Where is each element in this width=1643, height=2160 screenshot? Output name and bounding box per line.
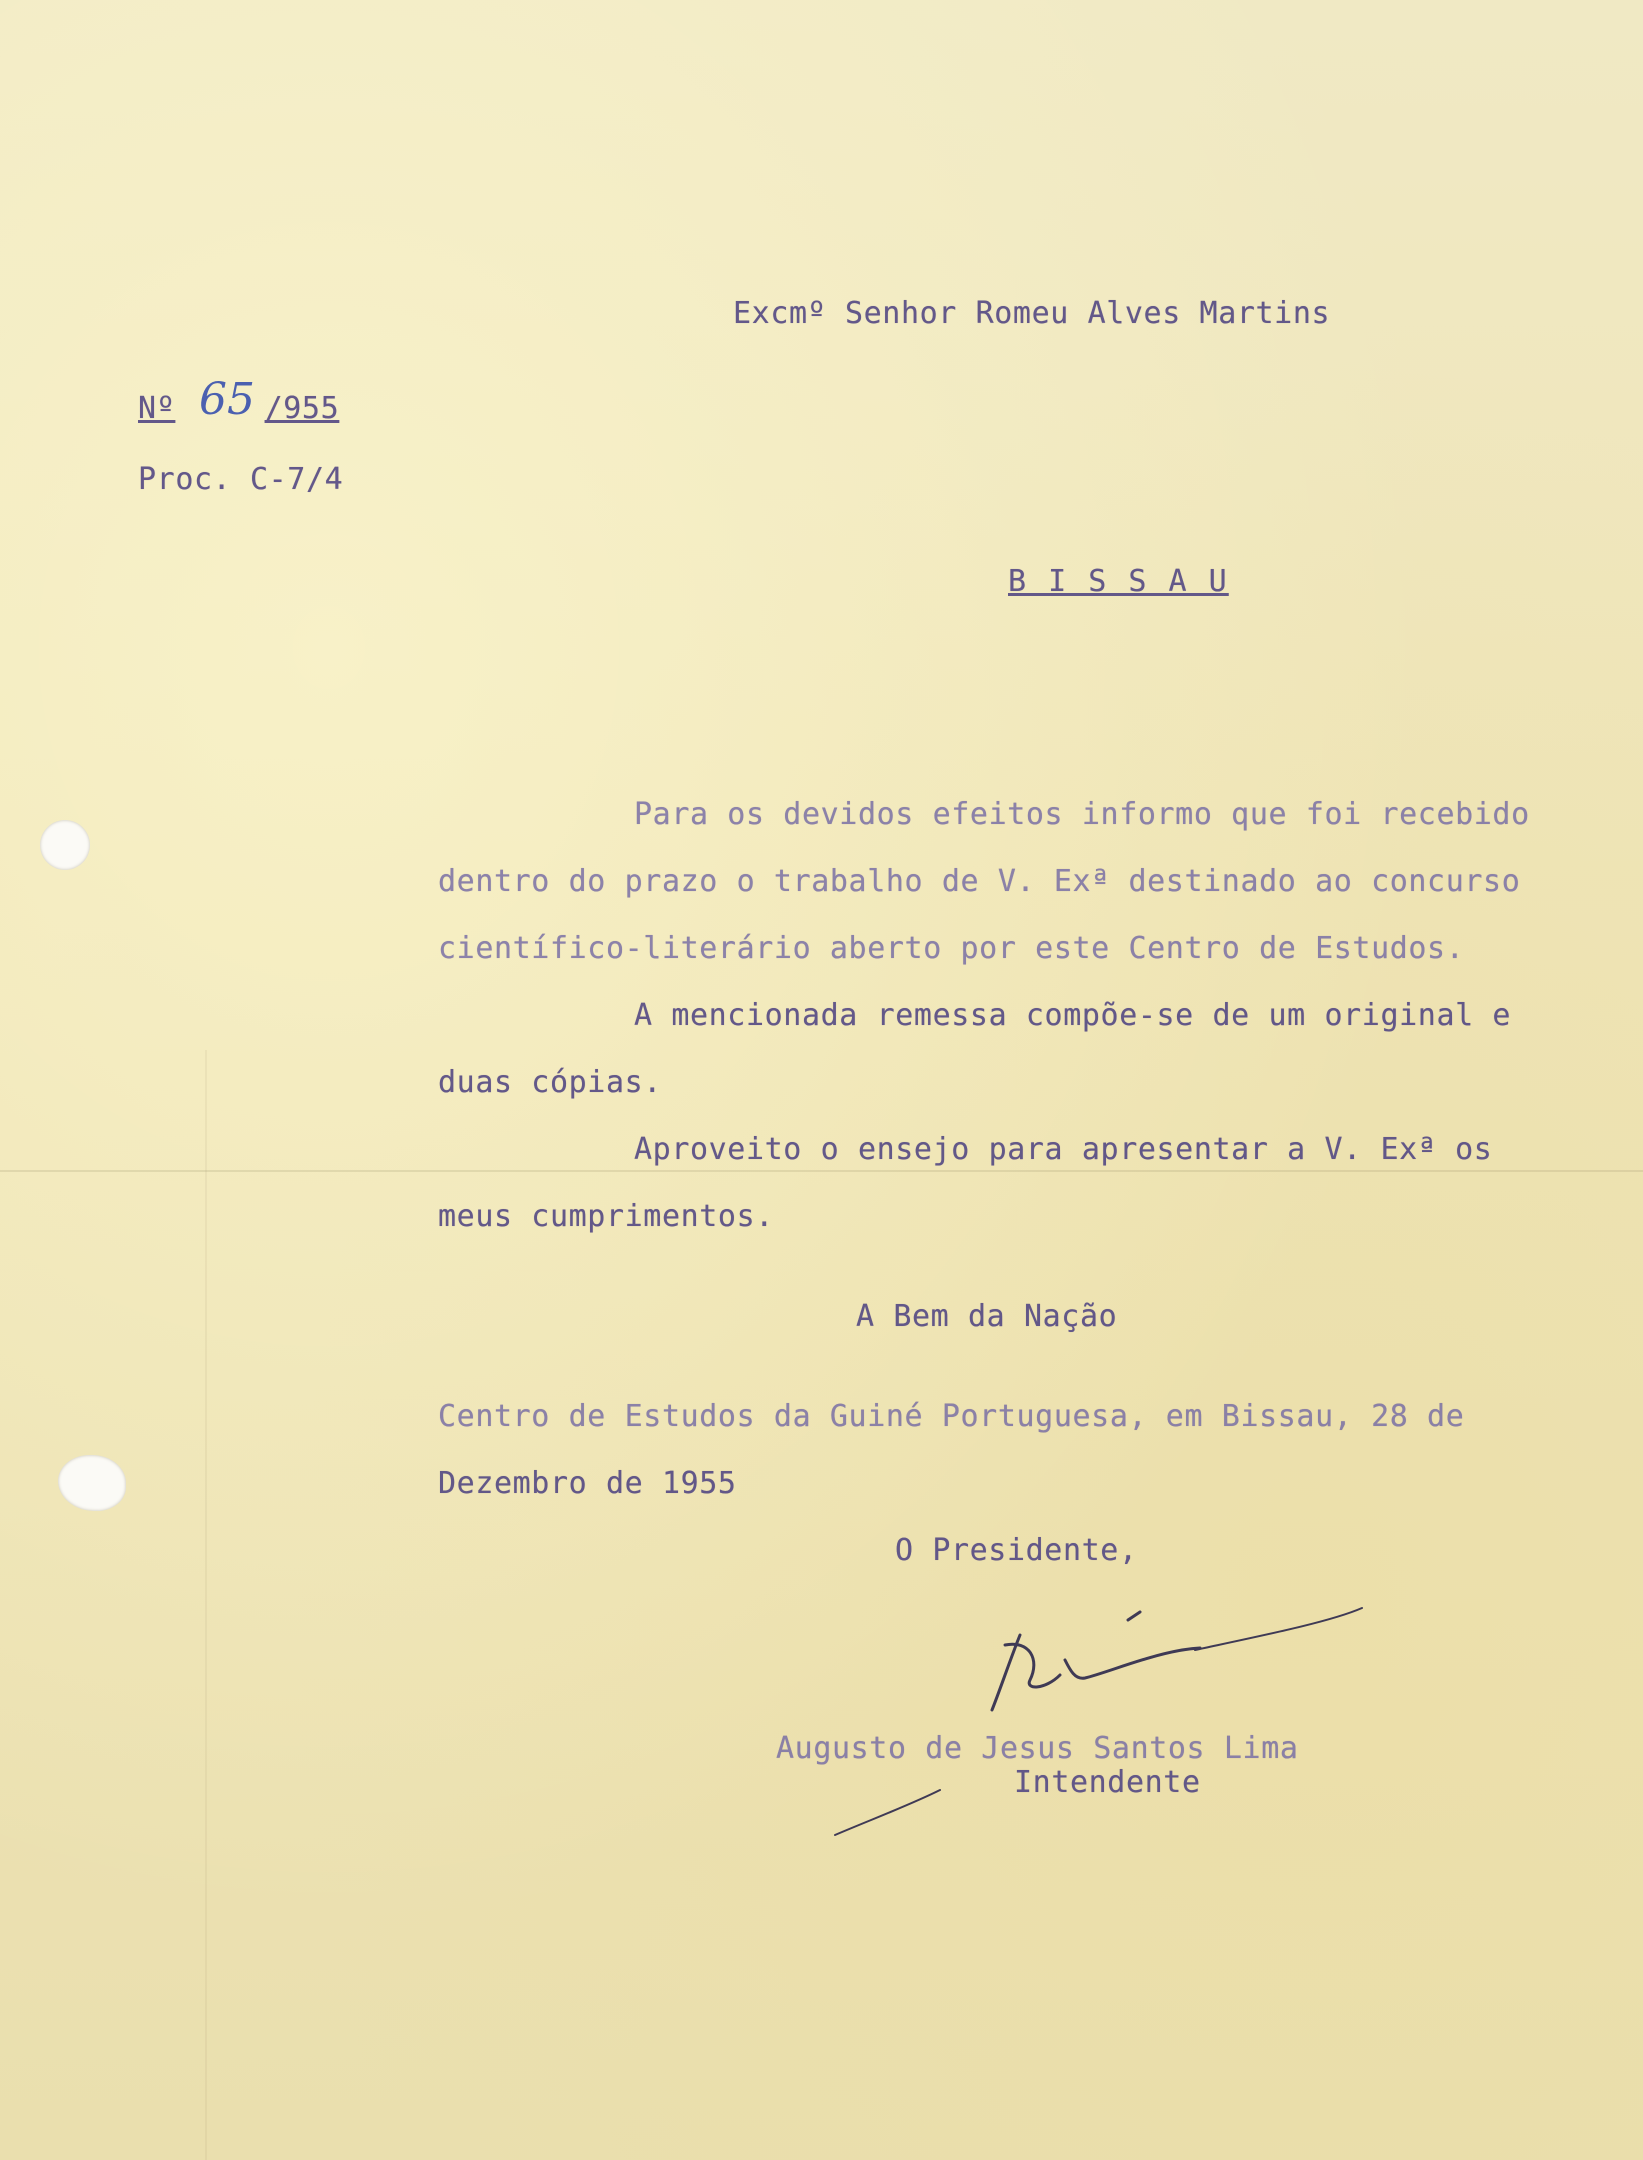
closing-title: O Presidente,	[895, 1533, 1138, 1568]
body-line-5: duas cópias.	[438, 1065, 662, 1100]
body-line-2: dentro do prazo o trabalho de V. Exª destinado ao concurso	[438, 864, 1521, 899]
salutation: A Bem da Nação	[856, 1299, 1118, 1334]
body-line-3: científico-literário aberto por este Centro de Estudos.	[438, 931, 1465, 966]
number-year: /955	[264, 391, 340, 426]
destination-city: B I S S A U	[1008, 564, 1229, 599]
process-reference: Proc. C-7/4	[138, 462, 344, 497]
addressee-line: Excmº Senhor Romeu Alves Martins	[733, 296, 1331, 331]
place-date-line-1: Centro de Estudos da Guiné Portuguesa, em Bissau, 28 de	[438, 1399, 1465, 1434]
number-prefix: Nº	[138, 391, 176, 426]
signatory-role: Intendente	[1014, 1765, 1201, 1800]
signature-underline	[835, 1790, 940, 1835]
handwritten-number: 65	[198, 374, 255, 425]
signature-stroke-tail	[1195, 1608, 1362, 1650]
body-line-4: A mencionada remessa compõe-se de um original e	[634, 998, 1512, 1033]
signature-accent	[1128, 1612, 1140, 1620]
signature-stroke-main	[992, 1635, 1200, 1710]
place-date-line-2: Dezembro de 1955	[438, 1466, 737, 1501]
body-line-6: Aproveito o ensejo para apresentar a V. Exª os	[634, 1132, 1493, 1167]
body-line-7: meus cumprimentos.	[438, 1199, 774, 1234]
signatory-name: Augusto de Jesus Santos Lima	[776, 1731, 1299, 1766]
body-line-1: Para os devidos efeitos informo que foi recebido	[634, 797, 1530, 832]
